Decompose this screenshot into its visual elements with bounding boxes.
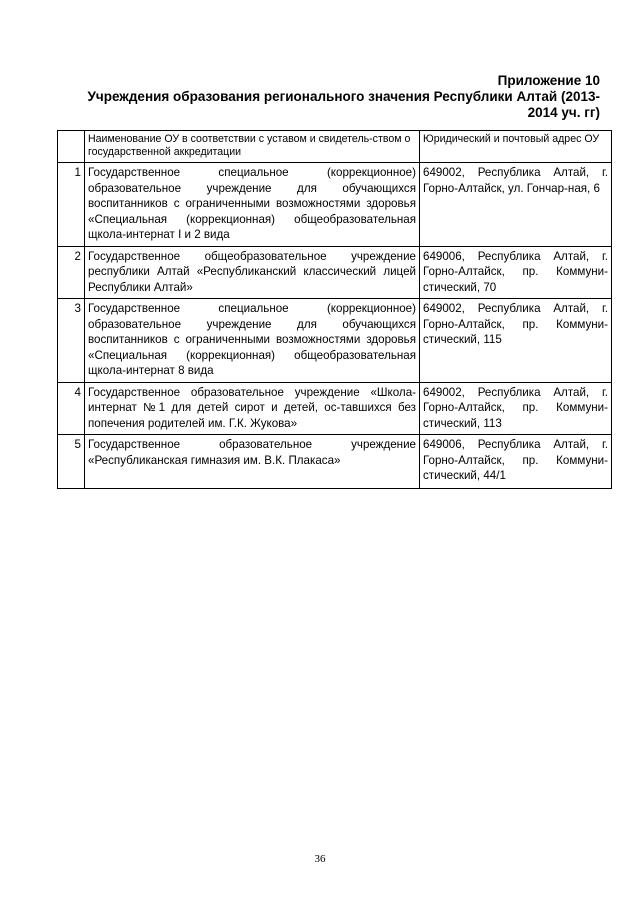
- row-address-cell: 649002, Республика Алтай, г. Горно-Алтайск, пр. Коммуни-стический, 113: [420, 382, 612, 435]
- row-num-cell: 5: [58, 435, 85, 489]
- institutions-table: [57, 130, 612, 489]
- table-row: [58, 299, 612, 383]
- table-row: [58, 382, 612, 435]
- table-row: [58, 163, 612, 247]
- row-name-cell: Государственное специальное (коррекционное) образовательное учреждение для обучающихся воспитанников с ограниченными возможностями здоровья «Специальная (коррекционная) общеобразовательная щкола-интернат 8 вида: [85, 299, 420, 383]
- row-name-cell: Государственное образовательное учреждение «Школа-интернат №1 для детей сирот и детей, ос-тавшихся без попечения родителей им. Г.К. Жукова»: [85, 382, 420, 435]
- table-row: [58, 246, 612, 299]
- row-address-cell: 649002, Республика Алтай, г. Горно-Алтайск, пр. Коммуни-стический, 115: [420, 299, 612, 383]
- header-num-cell: [58, 131, 85, 163]
- row-address-cell: 649006, Республика Алтай, г. Горно-Алтайск, пр. Коммуни-стический, 70: [420, 246, 612, 299]
- row-name-cell: Государственное общеобразовательное учреждение республики Алтай «Республиканский классический лицей Республики Алтай»: [85, 246, 420, 299]
- appendix-label: Приложение 10: [497, 73, 600, 88]
- row-num-cell: 4: [58, 382, 85, 435]
- row-num-cell: 2: [58, 246, 85, 299]
- row-name-cell: Государственное специальное (коррекционное) образовательное учреждение для обучающихся воспитанников с ограниченными возможностями здоровья «Специальная (коррекционная) общеобразовательная щкола-интернат I и 2 вида: [85, 163, 420, 247]
- header-address-cell: Юридический и почтовый адрес ОУ: [420, 131, 612, 163]
- table-header-row: [58, 131, 612, 163]
- row-name-cell: Государственное образовательное учреждение «Республиканская гимназия им. В.К. Плакаса»: [85, 435, 420, 489]
- row-num-cell: 3: [58, 299, 85, 383]
- header-name-cell: Наименование ОУ в соответствии с уставом и свидетель-ством о государственной аккредитации: [85, 131, 420, 163]
- row-num-cell: 1: [58, 163, 85, 247]
- table-row: [58, 435, 612, 489]
- page-title: Учреждения образования регионального значения Республики Алтай (2013-2014 уч. гг): [87, 89, 600, 120]
- page-number: 36: [314, 853, 326, 865]
- row-address-cell: 649006, Республика Алтай, г. Горно-Алтайск, пр. Коммуни-стический, 44/1: [420, 435, 612, 489]
- row-address-cell: 649002, Республика Алтай, г. Горно-Алтайск, ул. Гончар-ная, 6: [420, 163, 612, 247]
